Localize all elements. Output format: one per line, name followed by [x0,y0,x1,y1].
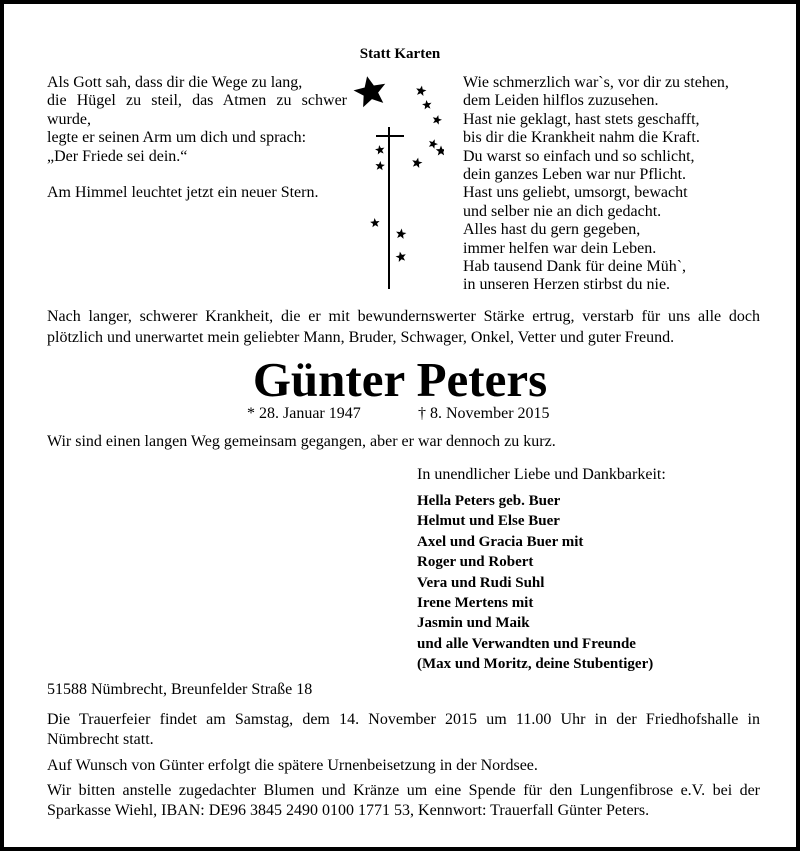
memorial-line: Wir sind einen langen Weg gemeinsam gegangen, aber er war dennoch zu kurz. [47,433,556,450]
address: 51588 Nümbrecht, Breunfelder Straße 18 [47,681,313,698]
right-poem-line: und selber nie an dich gedacht. [463,202,662,220]
right-poem-line: immer helfen war dein Leben. [463,239,657,257]
right-poem [463,74,763,295]
star-icon [395,228,407,239]
intro-line: plötzlich und unerwartet mein geliebter Mann, Bruder, Schwager, Onkel, Vetter und guter Freund. [47,329,675,346]
donation-line: Wir bitten anstelle zugedachter Blumen und Kränze um eine Spende für den Lungenfibrose e.V. bei der [47,782,760,799]
family-member: Vera und Rudi Suhl [417,574,545,591]
star-icon [427,138,439,150]
family-member: Roger und Robert [417,554,534,571]
right-poem-line: Du warst so einfach und so schlicht, [463,147,695,165]
right-poem-line: Wie schmerzlich war`s, vor dir zu stehen, [463,74,729,91]
intro-line: Nach langer, schwerer Krankheit, die er mit bewundernswerter Stärke ertrug, verstarb für uns alle doch [47,308,760,325]
left-poem-line: „Der Friede sei dein.“ [47,147,188,165]
family-member: Irene Mertens mit [417,595,534,612]
death-date: † 8. November 2015 [418,405,550,422]
deceased-name: Günter Peters [252,352,548,407]
donation-line: Sparkasse Wiehl, IBAN: DE96 3845 2490 0100 1771 53, Kennwort: Trauerfall Günter Peters. [47,802,650,819]
donation-notice [47,781,760,821]
left-poem-line: Am Himmel leuchtet jetzt ein neuer Stern. [47,184,319,202]
gratitude-line: In unendlicher Liebe und Dankbarkeit: [417,466,666,483]
family-member: Helmut und Else Buer [417,513,560,530]
funeral-notice [47,710,760,750]
star-icon [422,99,433,109]
star-icon [375,161,385,171]
left-poem-blank [47,166,347,184]
star-icon [370,218,380,228]
family-member: Hella Peters geb. Buer [417,493,561,509]
header-statt-karten: Statt Karten [359,46,441,62]
star-icon [415,85,427,97]
right-poem-line: Hab tausend Dank für deine Müh`, [463,258,687,276]
star-icon [411,157,423,169]
family-member: Jasmin und Maik [417,615,530,632]
cross-with-stars-icon [344,72,444,294]
left-poem-line: Als Gott sah, dass dir die Wege zu lang, [47,74,303,91]
right-poem-line: Alles hast du gern gegeben, [463,221,641,239]
birth-date: * 28. Januar 1947 [247,405,361,422]
right-poem-line: Hast nie geklagt, hast stets geschafft, [463,110,700,128]
family-member: und alle Verwandten und Freunde [417,635,636,652]
funeral-line: Nümbrecht statt. [47,731,154,748]
star-icon [374,144,385,155]
star-icon [436,146,444,156]
star-icon [431,114,443,125]
urn-notice [47,756,760,776]
right-poem-line: in unseren Herzen stirbst du nie. [463,276,671,294]
star-icon [395,251,407,263]
family-member: Axel und Gracia Buer mit [417,533,584,550]
right-poem-line: dem Leiden hilflos zuzusehen. [463,92,659,110]
left-poem [47,74,347,203]
family-list [417,491,653,675]
intro-text [47,306,760,348]
right-poem-line: bis dir die Krankheit nahm die Kraft. [463,129,700,147]
left-poem-line: wurde, [47,110,91,128]
funeral-line: Die Trauerfeier findet am Samstag, dem 14. November 2015 um 11.00 Uhr in der Friedhofshalle in [47,711,760,728]
right-poem-line: dein ganzes Leben war nur Pflicht. [463,166,687,184]
left-poem-line: die Hügel zu steil, das Atmen zu schwer [47,92,347,110]
left-poem-line: legte er seinen Arm um dich und sprach: [47,129,307,147]
family-member: (Max und Moritz, deine Stubentiger) [417,656,654,673]
urn-line: Auf Wunsch von Günter erfolgt die spätere Urnenbeisetzung in der Nordsee. [47,757,538,774]
right-poem-line: Hast uns geliebt, umsorgt, bewacht [463,184,688,202]
